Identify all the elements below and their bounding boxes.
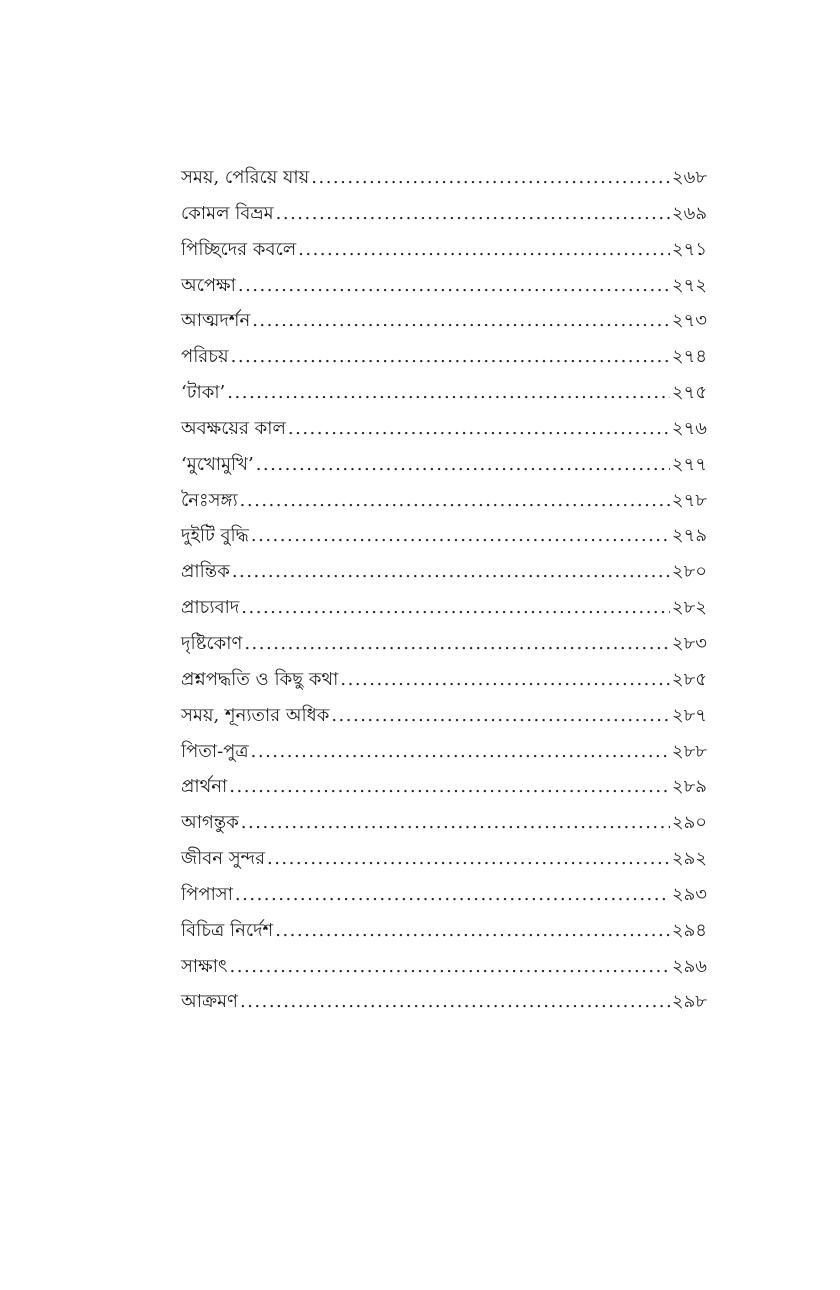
toc-entry-title: প্রাচ্যবাদ [181, 597, 240, 619]
toc-dot-leader [227, 375, 670, 411]
toc-dot-leader [275, 913, 670, 949]
toc-dot-leader [231, 339, 670, 375]
toc-entry [181, 662, 707, 698]
toc-entry-page: ২৯৬ [671, 955, 707, 977]
toc-entry-title: অপেক্ষা [181, 274, 236, 296]
toc-entry [181, 447, 707, 483]
toc-entry-page: ২৬৮ [671, 167, 707, 188]
toc-entry-page: ২৭৫ [671, 382, 707, 404]
toc-entry-title: অবক্ষয়ের কাল [181, 417, 286, 439]
toc-entry-page: ২৮৭ [671, 704, 707, 726]
toc-dot-leader [251, 518, 670, 554]
toc-entry [181, 196, 707, 232]
toc-dot-leader [276, 196, 670, 232]
toc-entry-page: ২৮৮ [671, 740, 707, 762]
table-of-contents [181, 160, 707, 1020]
toc-dot-leader [298, 232, 670, 268]
toc-entry-title: পরিচয় [181, 346, 229, 368]
toc-entry-page: ২৭৮ [671, 489, 707, 511]
toc-dot-leader [340, 662, 670, 698]
toc-entry [181, 303, 707, 339]
toc-entry [181, 518, 707, 554]
toc-entry [181, 339, 707, 375]
toc-entry [181, 590, 707, 626]
toc-entry-title: সময়, পেরিয়ে যায় [181, 167, 310, 188]
toc-dot-leader [256, 447, 670, 483]
toc-entry-page: ২৭২ [671, 274, 707, 296]
toc-entry-title: নৈঃসঙ্গ্য [181, 489, 238, 511]
toc-entry-page: ২৯০ [671, 812, 707, 834]
toc-entry-page: ২৯২ [671, 848, 707, 870]
toc-entry-title: ‘টাকা’ [181, 382, 226, 404]
toc-entry-page: ২৭৩ [671, 310, 707, 332]
toc-entry-page: ২৭৬ [671, 417, 707, 439]
toc-entry-page: ২৮৫ [671, 668, 707, 690]
toc-entry-page: ২৯৪ [671, 919, 707, 941]
toc-entry [181, 375, 707, 411]
toc-dot-leader [288, 411, 670, 447]
toc-entry-page: ২৮৩ [671, 632, 707, 654]
toc-entry [181, 698, 707, 734]
toc-dot-leader [241, 805, 670, 841]
toc-entry [181, 805, 707, 841]
toc-entry-title: সময়, শূন্যতার অধিক [181, 704, 330, 726]
toc-entry [181, 984, 707, 1020]
toc-dot-leader [311, 160, 670, 196]
toc-entry-title: আগন্তুক [181, 812, 239, 834]
toc-entry-title: দৃষ্টিকোণ [181, 632, 243, 654]
toc-entry [181, 626, 707, 662]
toc-entry-title: প্রান্তিক [181, 561, 230, 583]
toc-entry-title: কোমল বিভ্রম [181, 202, 274, 224]
toc-entry-page: ২৭৪ [671, 346, 707, 368]
toc-dot-leader [267, 841, 670, 877]
toc-entry-page: ২৮২ [671, 597, 707, 619]
toc-dot-leader [240, 984, 670, 1020]
toc-dot-leader [238, 268, 670, 304]
toc-entry [181, 949, 707, 985]
toc-entry-title: জীবন সুন্দর [181, 848, 265, 870]
toc-dot-leader [230, 949, 670, 985]
toc-entry-page: ২৭৯ [671, 525, 707, 547]
toc-entry-page: ২৬৯ [671, 202, 707, 224]
toc-dot-leader [240, 483, 670, 519]
toc-entry-page: ২৯৩ [671, 883, 707, 905]
toc-dot-leader [252, 303, 670, 339]
toc-entry-title: সাক্ষাৎ [181, 955, 228, 977]
toc-entry-title: প্রশ্নপদ্ধতি ও কিছু কথা [181, 668, 339, 690]
toc-entry-title: পিপাসা [181, 883, 233, 905]
toc-entry [181, 913, 707, 949]
toc-entry [181, 877, 707, 913]
toc-dot-leader [232, 554, 670, 590]
toc-entry-title: ‘মুখোমুখি’ [181, 453, 254, 475]
toc-entry-title: বিচিত্র নির্দেশ [181, 919, 274, 941]
toc-entry [181, 841, 707, 877]
toc-entry [181, 769, 707, 805]
toc-entry-title: পিচ্ছিদের কবলে [181, 238, 297, 260]
toc-dot-leader [229, 769, 670, 805]
toc-entry [181, 232, 707, 268]
toc-entry-page: ২৭১ [671, 238, 707, 260]
toc-entry [181, 483, 707, 519]
toc-entry-title: আত্মদর্শন [181, 310, 251, 332]
toc-entry [181, 411, 707, 447]
toc-entry-title: প্রার্থনা [181, 776, 228, 798]
toc-entry-title: দুইটি বুদ্ধি [181, 525, 249, 547]
toc-entry [181, 734, 707, 770]
toc-entry-page: ২৮৯ [671, 776, 707, 798]
toc-entry-page: ২৯৮ [671, 991, 707, 1013]
toc-entry-page: ২৭৭ [671, 453, 707, 475]
toc-dot-leader [241, 590, 670, 626]
toc-entry-title: পিতা-পুত্র [181, 740, 249, 762]
toc-dot-leader [331, 698, 670, 734]
toc-entry-title: আক্রমণ [181, 991, 238, 1013]
toc-dot-leader [244, 626, 670, 662]
toc-dot-leader [251, 734, 670, 770]
toc-entry [181, 160, 707, 196]
toc-entry [181, 554, 707, 590]
toc-dot-leader [235, 877, 670, 913]
toc-entry-page: ২৮০ [671, 561, 707, 583]
toc-entry [181, 268, 707, 304]
